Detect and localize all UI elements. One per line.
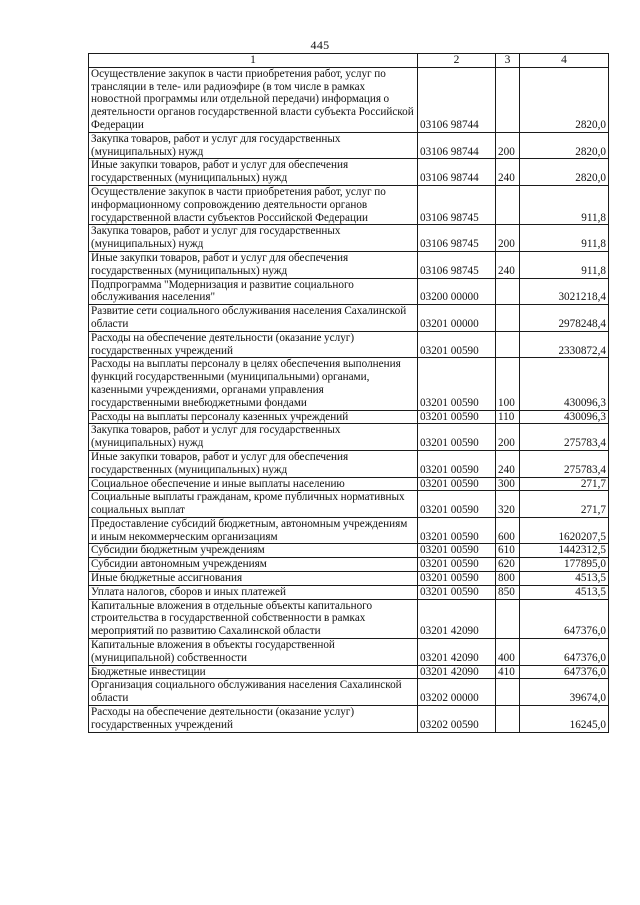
- row-target-code: 03201 42090: [418, 665, 496, 679]
- row-target-code: 03202 00590: [418, 706, 496, 733]
- row-expense-type: [496, 278, 520, 305]
- row-name: Иные закупки товаров, работ и услуг для обеспечения государственных (муниципальных) нужд: [89, 159, 418, 186]
- table-row: [89, 491, 609, 518]
- table-row: [89, 517, 609, 544]
- row-amount: 1620207,5: [520, 517, 609, 544]
- table-row: [89, 450, 609, 477]
- row-amount: 2978248,4: [520, 305, 609, 332]
- table-row: [89, 185, 609, 224]
- row-amount: 2330872,4: [520, 331, 609, 358]
- row-expense-type: 200: [496, 424, 520, 451]
- row-target-code: 03201 00590: [418, 572, 496, 586]
- row-name: Капитальные вложения в объекты государственной (муниципальной) собственности: [89, 639, 418, 666]
- table-row: [89, 544, 609, 558]
- row-amount: 911,8: [520, 185, 609, 224]
- row-amount: 275783,4: [520, 450, 609, 477]
- page-number: 445: [310, 38, 330, 52]
- row-target-code: 03201 00590: [418, 491, 496, 518]
- row-name: Подпрограмма "Модернизация и развитие социального обслуживания населения": [89, 278, 418, 305]
- row-target-code: 03201 00590: [418, 410, 496, 424]
- row-amount: 647376,0: [520, 665, 609, 679]
- row-expense-type: 300: [496, 477, 520, 491]
- row-name: Осуществление закупок в части приобретения работ, услуг по информационному сопровождению деятельности органов государственной власти субъектов Российской Федерации: [89, 185, 418, 224]
- row-expense-type: 200: [496, 225, 520, 252]
- row-amount: 430096,3: [520, 358, 609, 410]
- budget-table: [88, 53, 609, 733]
- row-amount: 430096,3: [520, 410, 609, 424]
- table-row: [89, 305, 609, 332]
- row-amount: 275783,4: [520, 424, 609, 451]
- row-expense-type: 400: [496, 639, 520, 666]
- row-target-code: 03200 00000: [418, 278, 496, 305]
- row-name: Развитие сети социального обслуживания населения Сахалинской области: [89, 305, 418, 332]
- row-amount: 4513,5: [520, 572, 609, 586]
- row-amount: 271,7: [520, 491, 609, 518]
- row-expense-type: [496, 305, 520, 332]
- table-row: [89, 159, 609, 186]
- row-expense-type: [496, 185, 520, 224]
- row-target-code: 03201 00590: [418, 558, 496, 572]
- row-target-code: 03106 98744: [418, 132, 496, 159]
- row-target-code: 03106 98745: [418, 185, 496, 224]
- table-header-row: [89, 54, 609, 68]
- column-header-sum: 4: [520, 54, 609, 68]
- column-header-name: 1: [89, 54, 418, 68]
- row-name: Осуществление закупок в части приобретения работ, услуг по трансляции в теле- или радиоэфире (в том числе в рамках новостной программы или отдельной передачи) информация о деятельности органов государственной власти субъекта Российской Федерации: [89, 67, 418, 132]
- row-name: Иные закупки товаров, работ и услуг для обеспечения государственных (муниципальных) нужд: [89, 450, 418, 477]
- row-amount: 16245,0: [520, 706, 609, 733]
- row-expense-type: 600: [496, 517, 520, 544]
- row-expense-type: 850: [496, 585, 520, 599]
- row-name: Расходы на выплаты персоналу в целях обеспечения выполнения функций государственными (муниципальными) органами, казенными учреждениями, органами управления государственными внебюджетными фондами: [89, 358, 418, 410]
- row-target-code: 03201 00590: [418, 544, 496, 558]
- row-expense-type: [496, 599, 520, 638]
- table-row: [89, 679, 609, 706]
- table-row: [89, 665, 609, 679]
- table-row: [89, 477, 609, 491]
- row-target-code: 03106 98745: [418, 225, 496, 252]
- row-target-code: 03201 00590: [418, 331, 496, 358]
- row-amount: 2820,0: [520, 159, 609, 186]
- row-name: Социальное обеспечение и иные выплаты населению: [89, 477, 418, 491]
- row-target-code: 03201 00000: [418, 305, 496, 332]
- row-name: Расходы на выплаты персоналу казенных учреждений: [89, 410, 418, 424]
- row-name: Закупка товаров, работ и услуг для государственных (муниципальных) нужд: [89, 225, 418, 252]
- row-name: Предоставление субсидий бюджетным, автономным учреждениям и иным некоммерческим организациям: [89, 517, 418, 544]
- table-row: [89, 225, 609, 252]
- table-row: [89, 424, 609, 451]
- row-amount: 271,7: [520, 477, 609, 491]
- row-target-code: 03201 42090: [418, 599, 496, 638]
- table-row: [89, 67, 609, 132]
- row-name: Иные бюджетные ассигнования: [89, 572, 418, 586]
- row-name: Закупка товаров, работ и услуг для государственных (муниципальных) нужд: [89, 424, 418, 451]
- row-target-code: 03201 00590: [418, 358, 496, 410]
- table-row: [89, 251, 609, 278]
- column-header-type: 3: [496, 54, 520, 68]
- column-header-code: 2: [418, 54, 496, 68]
- row-name: Бюджетные инвестиции: [89, 665, 418, 679]
- row-expense-type: [496, 331, 520, 358]
- row-name: Уплата налогов, сборов и иных платежей: [89, 585, 418, 599]
- row-expense-type: [496, 679, 520, 706]
- table-row: [89, 331, 609, 358]
- row-amount: 911,8: [520, 225, 609, 252]
- row-target-code: 03201 00590: [418, 450, 496, 477]
- row-amount: 647376,0: [520, 599, 609, 638]
- row-expense-type: 240: [496, 450, 520, 477]
- table-row: [89, 410, 609, 424]
- row-amount: 911,8: [520, 251, 609, 278]
- row-expense-type: 100: [496, 358, 520, 410]
- row-amount: 3021218,4: [520, 278, 609, 305]
- row-target-code: 03201 00590: [418, 517, 496, 544]
- row-target-code: 03201 00590: [418, 424, 496, 451]
- row-target-code: 03201 00590: [418, 585, 496, 599]
- row-name: Организация социального обслуживания населения Сахалинской области: [89, 679, 418, 706]
- row-name: Расходы на обеспечение деятельности (оказание услуг) государственных учреждений: [89, 706, 418, 733]
- table-row: [89, 132, 609, 159]
- table-row: [89, 639, 609, 666]
- table-row: [89, 358, 609, 410]
- row-expense-type: 620: [496, 558, 520, 572]
- row-name: Иные закупки товаров, работ и услуг для обеспечения государственных (муниципальных) нужд: [89, 251, 418, 278]
- table-row: [89, 278, 609, 305]
- row-target-code: 03202 00000: [418, 679, 496, 706]
- row-amount: 2820,0: [520, 132, 609, 159]
- row-target-code: 03201 42090: [418, 639, 496, 666]
- row-expense-type: 610: [496, 544, 520, 558]
- row-amount: 1442312,5: [520, 544, 609, 558]
- row-target-code: 03106 98744: [418, 159, 496, 186]
- table-row: [89, 585, 609, 599]
- row-expense-type: 800: [496, 572, 520, 586]
- table-row: [89, 706, 609, 733]
- row-amount: 2820,0: [520, 67, 609, 132]
- row-name: Закупка товаров, работ и услуг для государственных (муниципальных) нужд: [89, 132, 418, 159]
- row-expense-type: 200: [496, 132, 520, 159]
- row-expense-type: [496, 67, 520, 132]
- row-target-code: 03201 00590: [418, 477, 496, 491]
- table-row: [89, 558, 609, 572]
- row-amount: 39674,0: [520, 679, 609, 706]
- table-row: [89, 572, 609, 586]
- row-name: Субсидии бюджетным учреждениям: [89, 544, 418, 558]
- row-expense-type: 240: [496, 251, 520, 278]
- row-expense-type: 320: [496, 491, 520, 518]
- row-expense-type: 240: [496, 159, 520, 186]
- row-target-code: 03106 98744: [418, 67, 496, 132]
- row-amount: 4513,5: [520, 585, 609, 599]
- row-name: Субсидии автономным учреждениям: [89, 558, 418, 572]
- row-name: Социальные выплаты гражданам, кроме публичных нормативных социальных выплат: [89, 491, 418, 518]
- row-target-code: 03106 98745: [418, 251, 496, 278]
- row-expense-type: 410: [496, 665, 520, 679]
- row-amount: 177895,0: [520, 558, 609, 572]
- row-name: Расходы на обеспечение деятельности (оказание услуг) государственных учреждений: [89, 331, 418, 358]
- table-row: [89, 599, 609, 638]
- row-expense-type: [496, 706, 520, 733]
- row-amount: 647376,0: [520, 639, 609, 666]
- row-expense-type: 110: [496, 410, 520, 424]
- row-name: Капитальные вложения в отдельные объекты капитального строительства в государственной собственности в рамках мероприятий по развитию Сахалинской области: [89, 599, 418, 638]
